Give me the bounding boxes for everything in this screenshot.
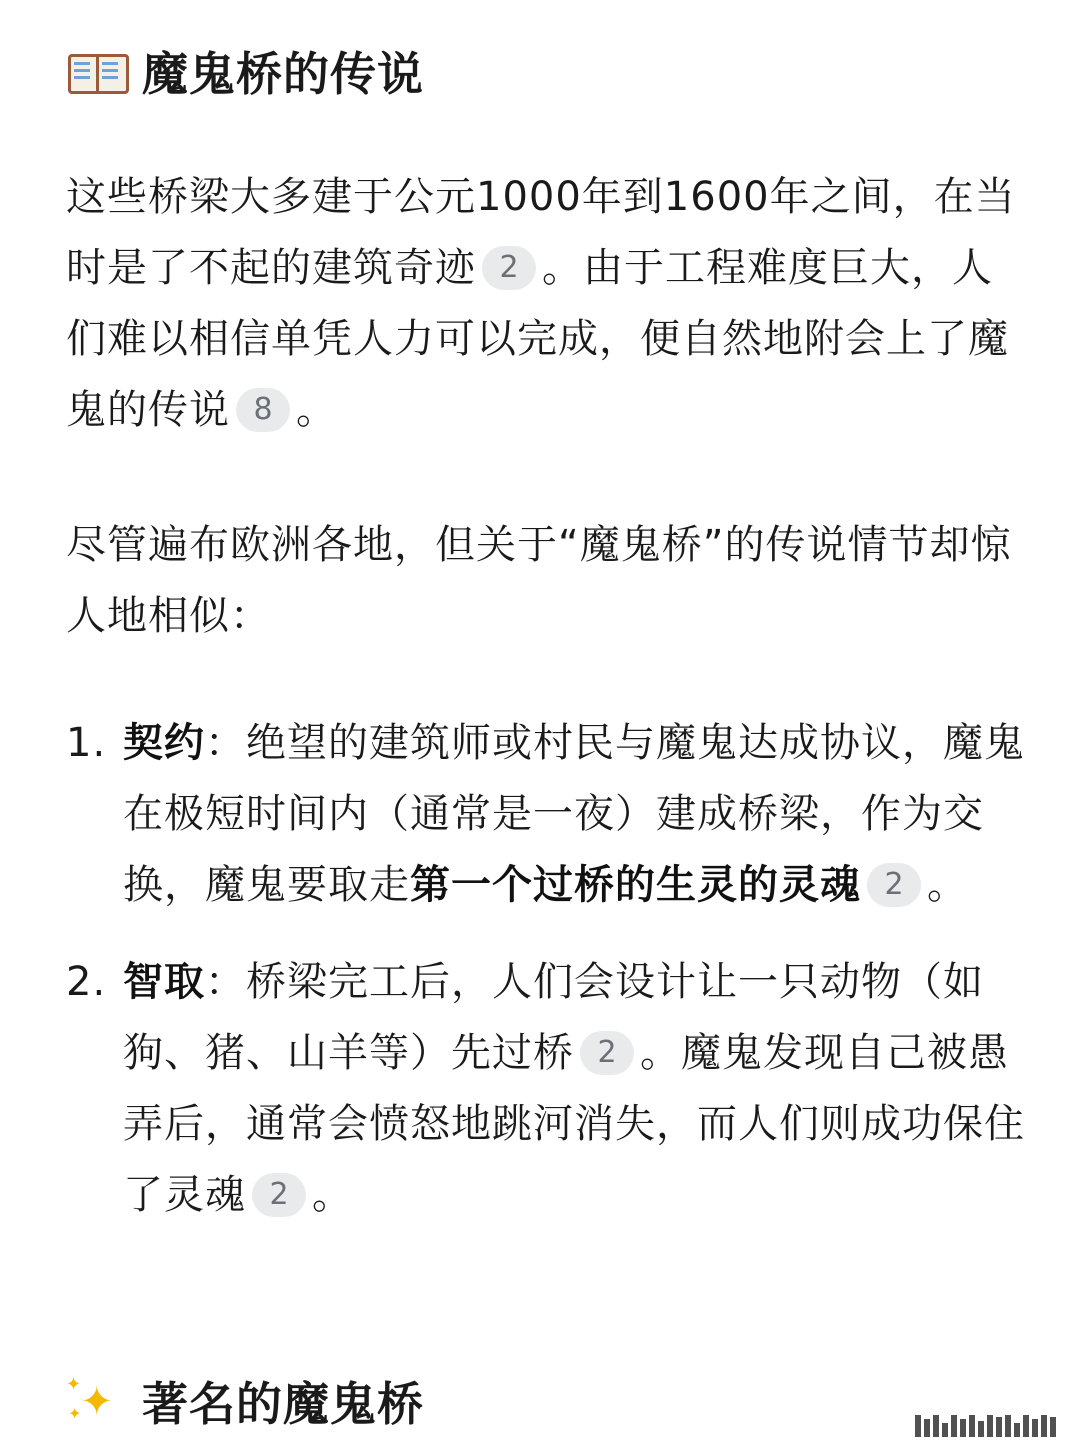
list-item-text: 。魔鬼发现自己被愚弄后，通常会愤怒地跳河消失，而人们则成功保住了灵魂 [123,1030,1025,1218]
paragraph-text: 。由于工程难度巨大，人们难以相信单凭人力可以完成，便自然地附会上了魔鬼的传说 [66,245,1009,433]
legend-plot-list [66,708,1026,1257]
list-item-text: 桥梁完工后，人们会设计让一只动物（如狗、猪、山羊等）先过桥 [123,959,984,1076]
paragraph-text: 。 [296,387,337,433]
list-item-text: 。 [927,862,968,908]
citation-badge[interactable]: 8 [236,388,290,432]
list-item-text: 绝望的建筑师或村民与魔鬼达成协议，魔鬼在极短时间内（通常是一夜）建成桥梁，作为交换，魔鬼要取走 [123,720,1025,908]
list-number: 1. [66,720,107,766]
list-item-colon: ： [205,959,246,1005]
list-item [66,708,1026,921]
citation-badge[interactable]: 2 [580,1031,634,1075]
list-item-term: 契约 [123,720,205,766]
section-heading-legend [66,38,424,104]
paragraph-text: 尽管遍布欧洲各地，但关于“魔鬼桥”的传说情节却惊人地相似： [66,522,1012,639]
watermark-barcode [915,1415,1056,1437]
citation-badge[interactable]: 2 [482,246,536,290]
citation-badge[interactable]: 2 [252,1173,306,1217]
section-title: 著名的魔鬼桥 [142,1377,424,1431]
paragraph-bridge-history [66,162,1016,446]
emphasis-text: 第一个过桥的生灵的灵魂 [410,862,861,908]
list-item-text: 。 [312,1172,353,1218]
list-number: 2. [66,959,107,1005]
citation-badge[interactable]: 2 [867,863,921,907]
paragraph-legend-similarity [66,510,1016,652]
sparkles-icon: ✦ ✦ ✦ [66,1374,115,1425]
list-item-colon: ： [205,720,246,766]
open-book-icon [66,46,126,96]
list-item-term: 智取 [123,959,205,1005]
paragraph-text: 这些桥梁大多建于公元1000年到1600年之间，在当时是了不起的建筑奇迹 [66,174,1016,291]
section-title: 魔鬼桥的传说 [142,47,424,101]
section-heading-famous-bridges [66,1368,424,1434]
list-item [66,947,1026,1231]
